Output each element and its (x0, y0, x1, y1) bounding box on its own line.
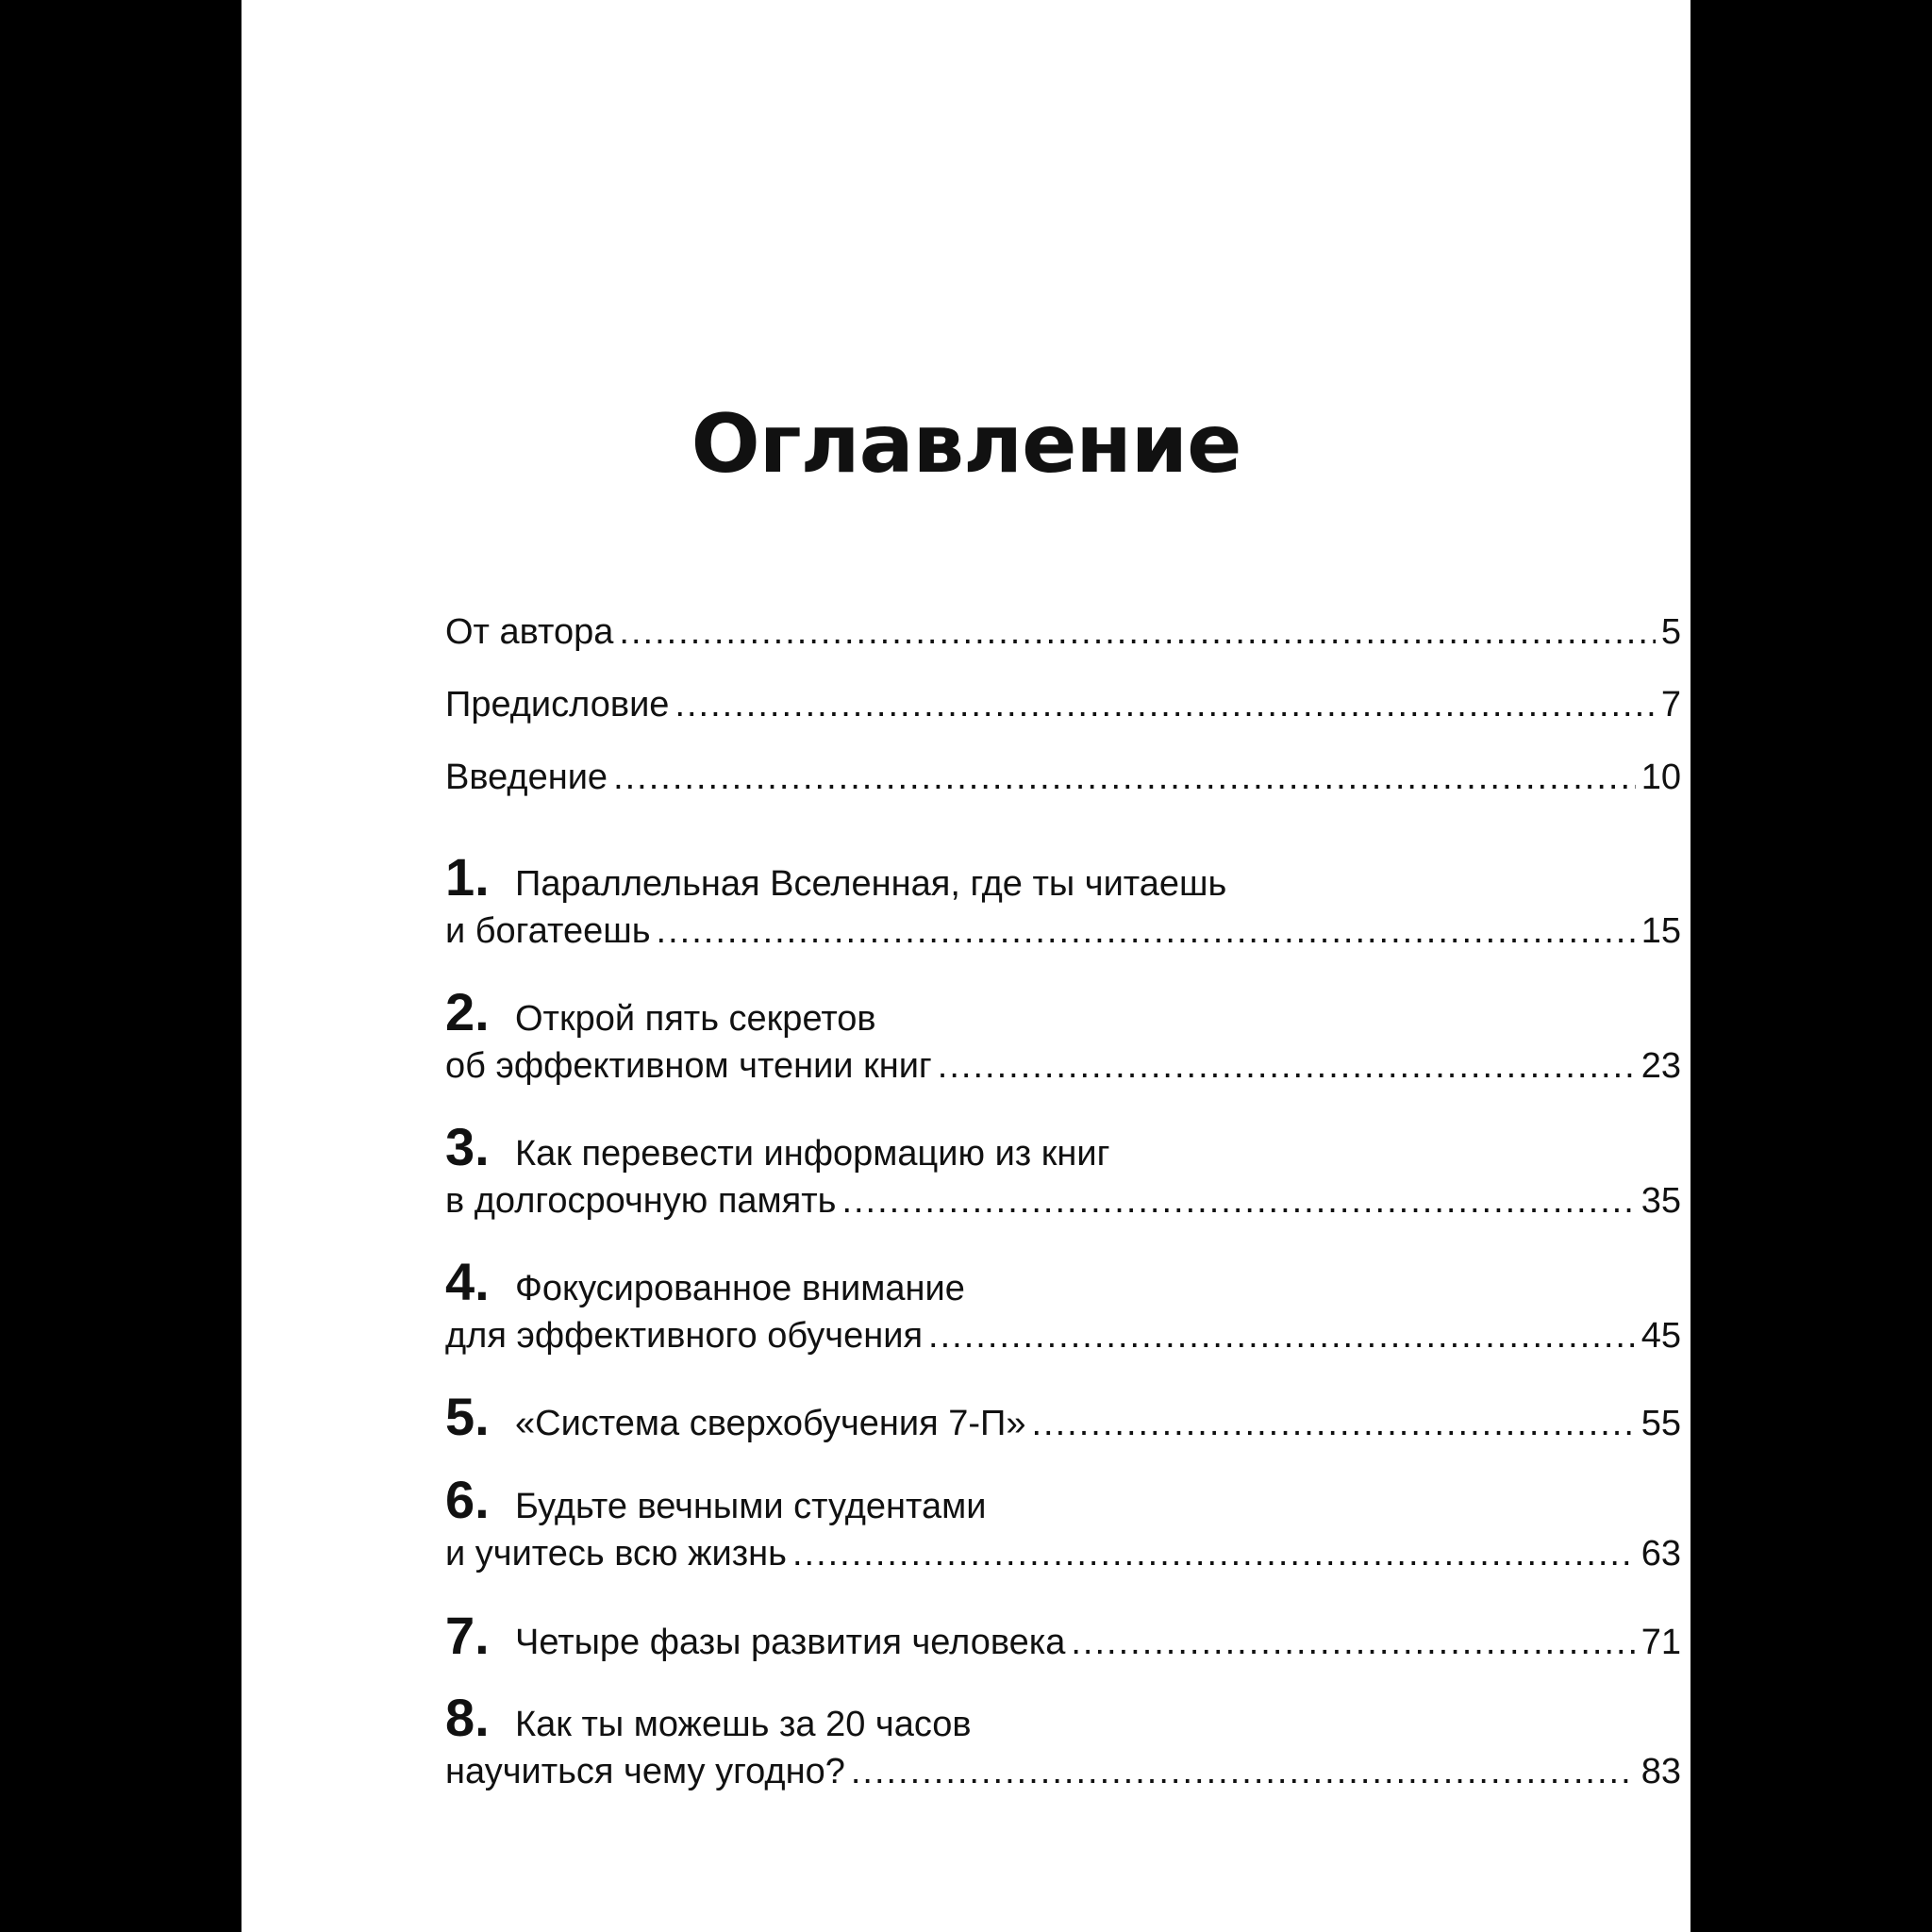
chapter-number: 7. (445, 1606, 490, 1665)
dot-leader (938, 1041, 1636, 1091)
entry-page-number: 10 (1641, 758, 1681, 797)
dot-leader (792, 1528, 1636, 1579)
chapter-number: 5. (445, 1387, 490, 1446)
dot-leader (619, 607, 1655, 658)
dot-leader (657, 906, 1636, 957)
entry-page-number: 23 (1641, 1046, 1681, 1086)
entry-page-number: 35 (1641, 1181, 1681, 1221)
toc-entry-preface[interactable] (445, 679, 1681, 730)
chapter-title-line-1: Четыре фазы развития человека (515, 1623, 1066, 1662)
chapter-number: 1. (445, 847, 490, 907)
chapter-title-line-2: и учитесь всю жизнь (445, 1534, 787, 1574)
chapter-title-line-2: об эффективном чтении книг (445, 1046, 932, 1086)
entry-title: От автора (445, 612, 614, 652)
dot-leader (675, 679, 1655, 730)
entry-page-number: 83 (1641, 1752, 1681, 1791)
chapter-title-line-1: Открой пять секретов (515, 999, 876, 1039)
chapter-title-line-1: Как перевести информацию из книг (515, 1134, 1110, 1174)
chapter-title-line-2: в долгосрочную память (445, 1181, 837, 1221)
chapter-title-line-2: научиться чему угодно? (445, 1752, 845, 1791)
chapter-number: 8. (445, 1688, 490, 1747)
toc-entry-chapter-4[interactable] (445, 1254, 1681, 1361)
entry-page-number: 71 (1641, 1623, 1681, 1662)
chapter-title-line-1: Параллельная Вселенная, где ты читаешь (515, 864, 1227, 904)
dot-leader (841, 1175, 1635, 1226)
entry-title: Предисловие (445, 685, 670, 724)
entry-page-number: 5 (1660, 612, 1681, 652)
entry-title: Введение (445, 758, 608, 797)
chapter-title-line-2: для эффективного обучения (445, 1316, 924, 1356)
toc-entry-chapter-1[interactable] (445, 849, 1681, 957)
chapter-number: 4. (445, 1252, 490, 1311)
chapter-title-line-1: Фокусированное внимание (515, 1269, 965, 1308)
chapter-number: 6. (445, 1470, 490, 1529)
chapter-number: 3. (445, 1117, 490, 1176)
entry-page-number: 15 (1641, 911, 1681, 951)
entry-page-number: 7 (1660, 685, 1681, 724)
toc-entry-introduction[interactable] (445, 752, 1681, 803)
dot-leader (851, 1746, 1636, 1797)
book-page (242, 0, 1690, 1932)
entry-page-number: 55 (1641, 1404, 1681, 1443)
toc-entry-author-note[interactable] (445, 607, 1681, 658)
chapter-title-line-1: «Система сверхобучения 7-П» (515, 1404, 1026, 1443)
toc-entry-chapter-6[interactable] (445, 1472, 1681, 1579)
dot-leader (1071, 1614, 1635, 1671)
dot-leader (613, 752, 1636, 803)
chapter-title-line-1: Как ты можешь за 20 часов (515, 1705, 972, 1744)
toc-entry-chapter-7[interactable] (445, 1607, 1681, 1664)
entry-page-number: 63 (1641, 1534, 1681, 1574)
dot-leader (1031, 1395, 1635, 1452)
toc-entry-chapter-2[interactable] (445, 984, 1681, 1091)
dot-leader (928, 1310, 1636, 1361)
chapter-number: 2. (445, 982, 490, 1041)
chapter-title-line-2: и богатеешь (445, 911, 651, 951)
page-title: Оглавление (691, 397, 1241, 491)
toc-entry-chapter-8[interactable] (445, 1690, 1681, 1797)
toc-entry-chapter-3[interactable] (445, 1119, 1681, 1226)
toc-entry-chapter-5[interactable] (445, 1389, 1681, 1445)
chapter-title-line-1: Будьте вечными студентами (515, 1487, 987, 1526)
entry-page-number: 45 (1641, 1316, 1681, 1356)
